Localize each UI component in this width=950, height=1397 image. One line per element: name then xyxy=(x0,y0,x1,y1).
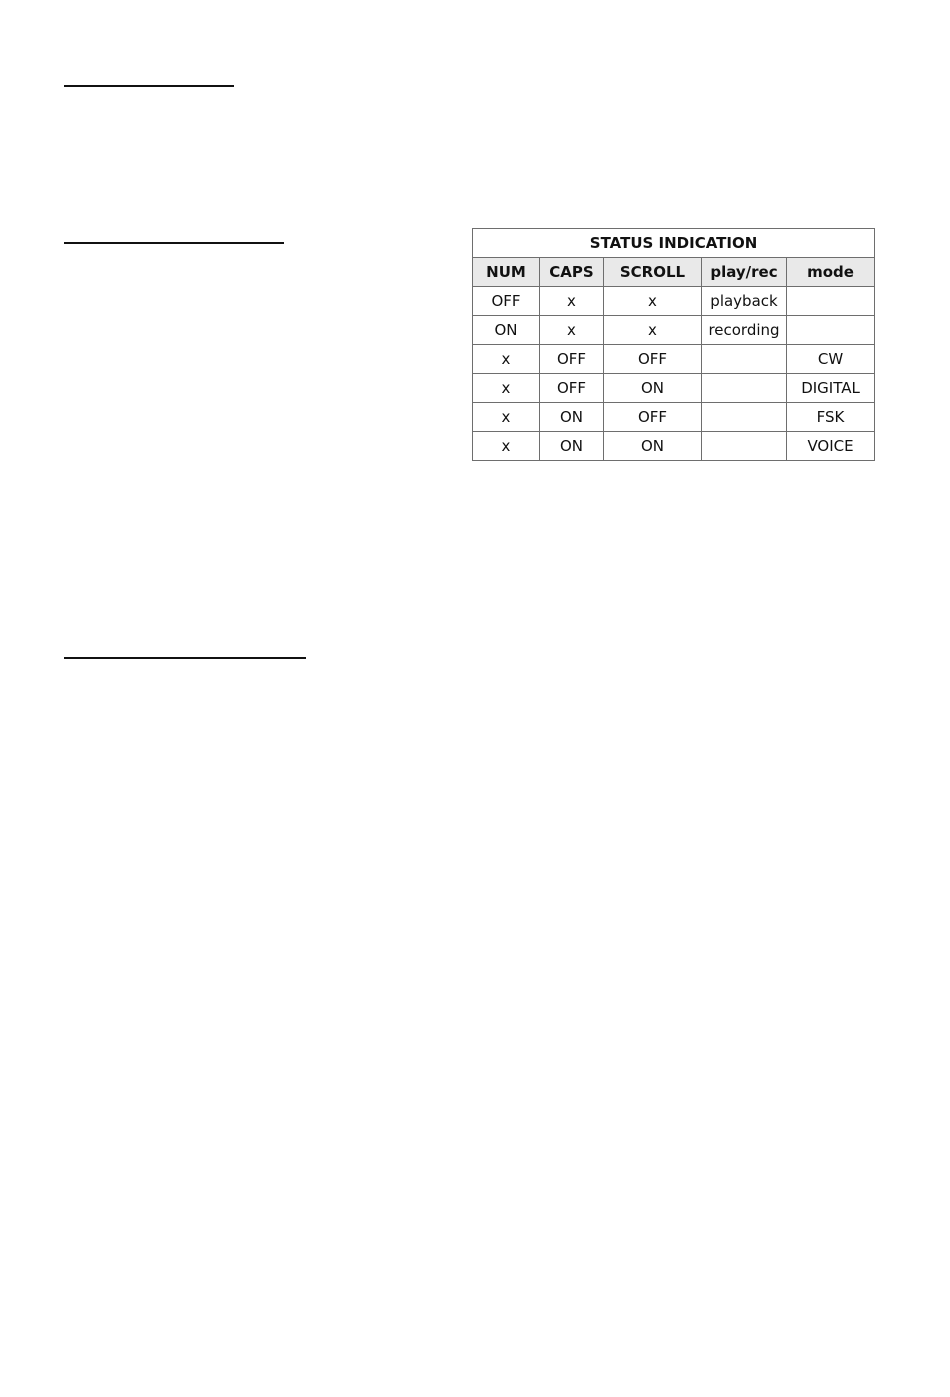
table-cell: DIGITAL xyxy=(787,374,875,403)
table-cell: CW xyxy=(787,345,875,374)
table-cell: x xyxy=(473,374,540,403)
table-cell: ON xyxy=(604,374,702,403)
table-cell: x xyxy=(473,345,540,374)
table-row xyxy=(473,316,875,345)
table-cell: playback xyxy=(702,287,787,316)
table-cell: OFF xyxy=(540,345,604,374)
table-cell: x xyxy=(604,316,702,345)
table-cell: ON xyxy=(604,432,702,461)
table-cell: recording xyxy=(702,316,787,345)
table-cell xyxy=(787,287,875,316)
table-cell: x xyxy=(540,287,604,316)
column-header-scroll: SCROLL xyxy=(604,258,702,287)
section-heading-rule-3 xyxy=(64,657,306,659)
table-cell: x xyxy=(604,287,702,316)
table-cell: OFF xyxy=(604,345,702,374)
column-header-caps: CAPS xyxy=(540,258,604,287)
table-cell: OFF xyxy=(604,403,702,432)
table-title-row xyxy=(473,229,875,258)
table-cell: x xyxy=(540,316,604,345)
column-header-play-rec: play/rec xyxy=(702,258,787,287)
table-row xyxy=(473,403,875,432)
table-cell: FSK xyxy=(787,403,875,432)
table-cell xyxy=(787,316,875,345)
table-cell: OFF xyxy=(473,287,540,316)
table-cell xyxy=(702,374,787,403)
table-cell: VOICE xyxy=(787,432,875,461)
table-cell: ON xyxy=(540,432,604,461)
table-cell xyxy=(702,403,787,432)
table-cell xyxy=(702,432,787,461)
table-row xyxy=(473,287,875,316)
table-row xyxy=(473,345,875,374)
column-header-num: NUM xyxy=(473,258,540,287)
table-cell xyxy=(702,345,787,374)
table-cell: ON xyxy=(473,316,540,345)
table-row xyxy=(473,432,875,461)
status-indication-table xyxy=(472,228,875,461)
column-header-mode: mode xyxy=(787,258,875,287)
table-cell: x xyxy=(473,403,540,432)
table-header-row xyxy=(473,258,875,287)
table-cell: x xyxy=(473,432,540,461)
table-cell: ON xyxy=(540,403,604,432)
table-cell: OFF xyxy=(540,374,604,403)
table-row xyxy=(473,374,875,403)
section-heading-rule-1 xyxy=(64,85,234,87)
section-heading-rule-2 xyxy=(64,242,284,244)
table-title: STATUS INDICATION xyxy=(473,229,875,258)
